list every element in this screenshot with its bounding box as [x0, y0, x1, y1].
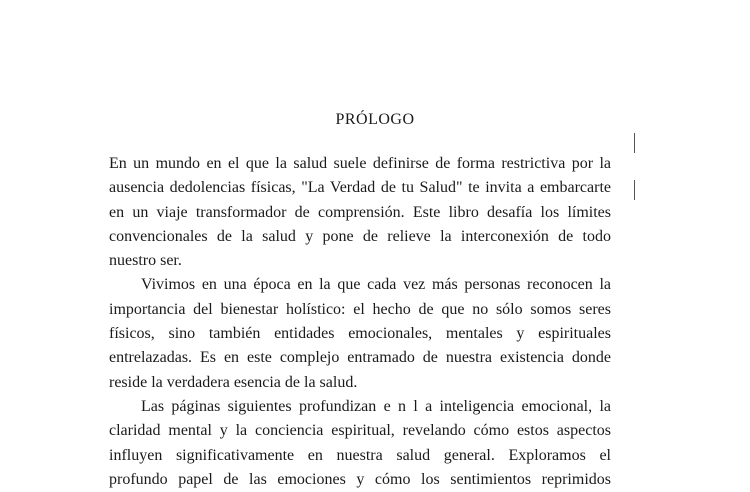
text-line: En un mundo en el que la salud suele definirse de forma restrictiva por la [109, 155, 611, 172]
text-line: reside la verdadera esencia de la salud. [109, 373, 358, 391]
text-line: físicos, sino también entidades emocionales, mentales y espirituales [109, 325, 611, 343]
text-line: convencionales de la salud y pone de relieve la interconexión de todo [109, 227, 611, 245]
text-line: claridad mental y la conciencia espiritual, revelando cómo estos aspectos [109, 422, 611, 440]
text-line: nuestro ser. [109, 252, 182, 270]
document-body [109, 152, 611, 492]
margin-marker [634, 133, 635, 153]
text-line: Vivimos en una época en la que cada vez más personas reconocen la [141, 276, 611, 294]
text-line: Las páginas siguientes profundizan e n l a inteligencia emocional, la [141, 397, 611, 415]
text-line: profundo papel de las emociones y cómo los sentimientos reprimidos [109, 470, 611, 488]
text-line: ausencia dedolencias físicas, "La Verdad de tu Salud" te invita a embarcarte [109, 179, 611, 197]
margin-marker [634, 180, 635, 200]
text-line: importancia del bienestar holístico: el hecho de que no sólo somos seres [109, 300, 611, 318]
text-line: influyen significativamente en nuestra salud general. Exploramos el [109, 446, 611, 464]
text-line: entrelazadas. Es en este complejo entramado de nuestra existencia donde [109, 349, 611, 367]
text-line: en un viaje transformador de comprensión. Este libro desafía los límites [109, 203, 611, 221]
page-title: PRÓLOGO [335, 111, 415, 128]
